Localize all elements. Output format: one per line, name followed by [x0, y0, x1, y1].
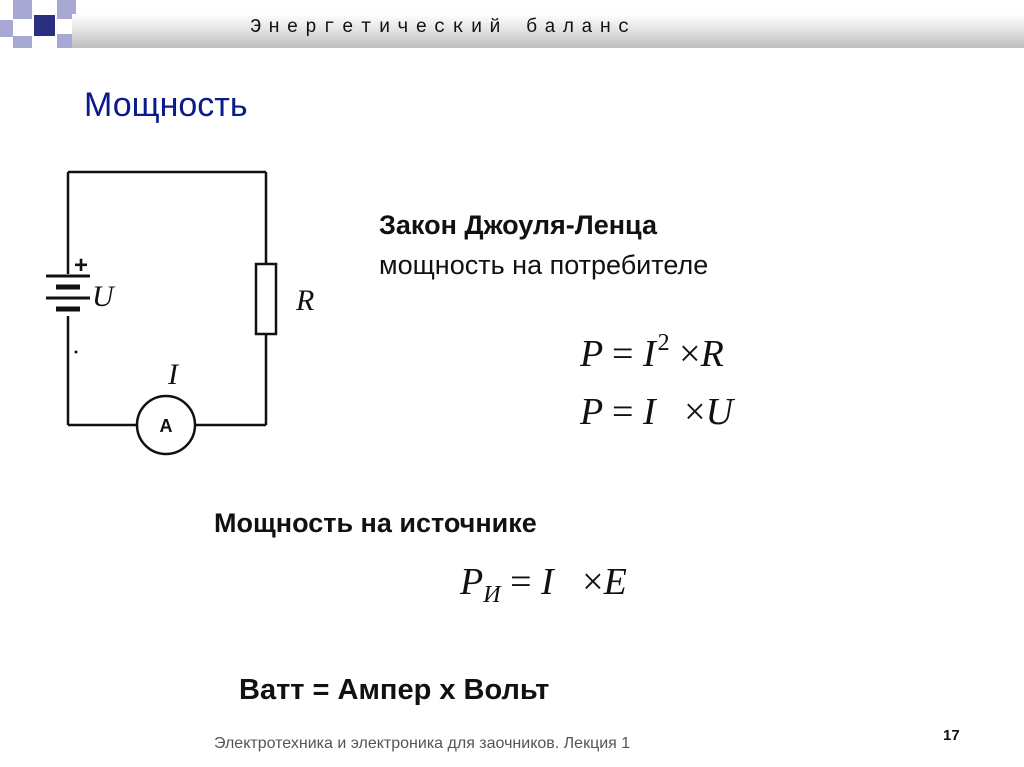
- terminal-dot: [75, 351, 78, 354]
- source-u-label: U: [92, 280, 114, 313]
- slide-title: Мощность: [84, 86, 248, 124]
- battery: [46, 276, 90, 309]
- formula-source-power: $P_И = I$ ×E: [460, 561, 627, 608]
- joule-lenz-subheading: мощность на потребителе: [379, 250, 709, 280]
- resistor: [256, 264, 276, 334]
- formula-power-i2r: $P = I^2 \times R$: [580, 330, 724, 375]
- page-number: 17: [943, 727, 960, 744]
- resistor-r-label: R: [296, 284, 315, 317]
- units-statement: Ватт = Ампер х Вольт: [239, 674, 550, 706]
- source-power-heading: Мощность на источнике: [214, 508, 537, 538]
- header-title: Энергетический баланс: [250, 16, 637, 38]
- formula-power-iu: P = I ×U: [580, 391, 734, 433]
- footer-text: Электротехника и электроника для заочников. Лекция 1: [214, 735, 631, 752]
- current-i-label: I: [168, 358, 178, 391]
- joule-lenz-heading: Закон Джоуля-Ленца: [379, 210, 658, 240]
- ammeter-a-label: A: [159, 416, 173, 436]
- source-plus-label: +: [74, 252, 89, 279]
